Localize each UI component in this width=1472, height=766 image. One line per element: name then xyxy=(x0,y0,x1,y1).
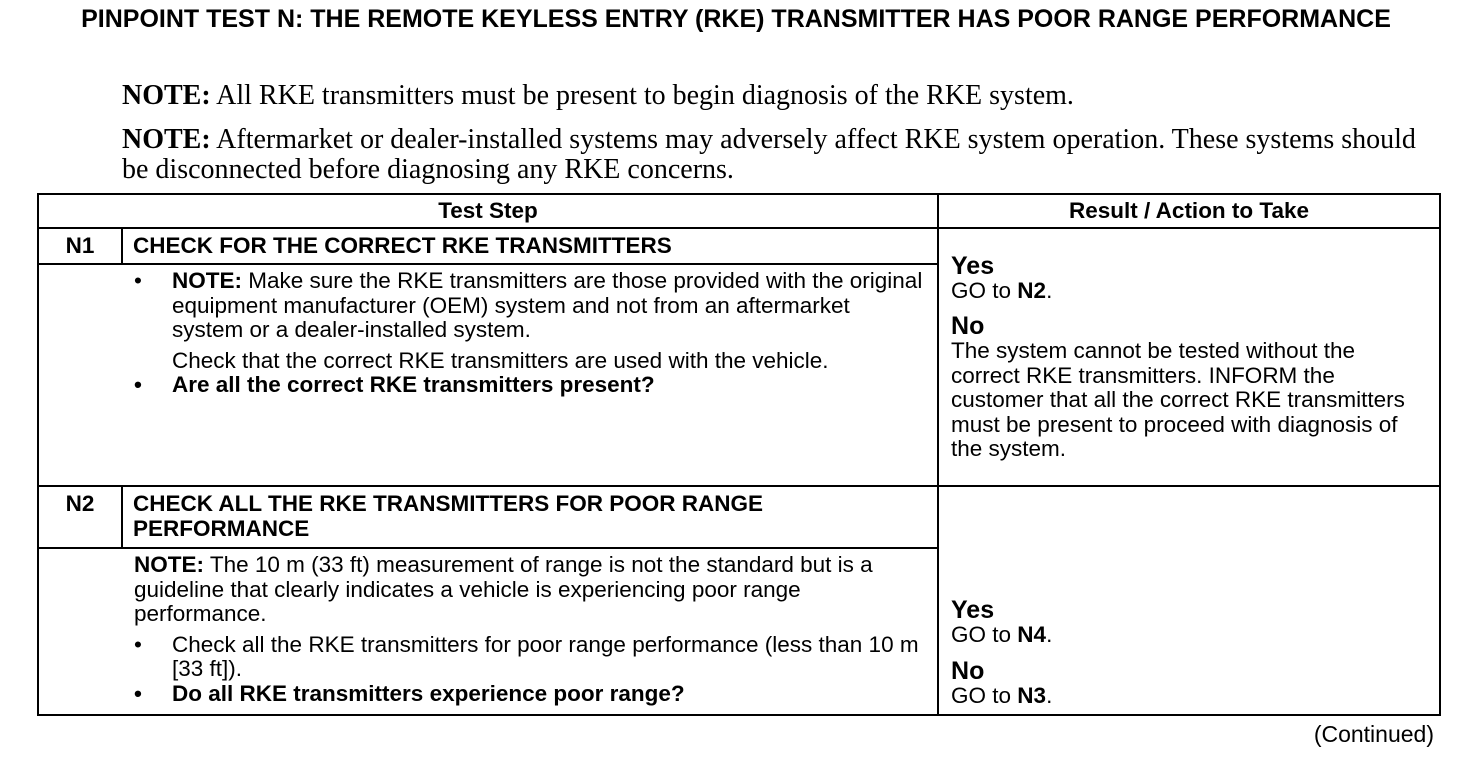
yes-label: Yes xyxy=(951,596,995,624)
list-item: • Check all the RKE transmitters for poor range performance (less than 10 m [33 ft]). xyxy=(134,633,923,682)
step-title-row xyxy=(38,486,1440,548)
note-text: Aftermarket or dealer-installed systems may adversely affect RKE system operation. These systems should be disconnected before diagnosing any RKE concerns. xyxy=(122,124,1416,185)
yes-label: Yes xyxy=(951,251,995,280)
continued-label: (Continued) xyxy=(1313,721,1434,747)
no-action: GO to N3. xyxy=(951,682,1053,708)
step-title: CHECK FOR THE CORRECT RKE TRANSMITTERS xyxy=(122,228,938,264)
page-title: PINPOINT TEST N: THE REMOTE KEYLESS ENTRY (RKE) TRANSMITTER HAS POOR RANGE PERFORMANCE xyxy=(81,5,1391,33)
result-cell xyxy=(938,486,1440,715)
no-label: No xyxy=(951,312,985,340)
yes-action: GO to N4. xyxy=(951,622,1053,647)
blank-cell xyxy=(38,548,122,715)
no-label: No xyxy=(951,656,985,685)
step-reference: N3 xyxy=(1017,682,1047,708)
note-text: All RKE transmitters must be present to begin diagnosis of the RKE system. xyxy=(210,80,1074,111)
step-title-row xyxy=(38,228,1440,264)
list-item: • NOTE: Make sure the RKE transmitters are those provided with the original equipment manufacturer (OEM) system and not from an aftermarket system or a dealer-installed system. xyxy=(134,269,923,343)
header-result-action: Result / Action to Take xyxy=(938,194,1440,228)
note-aftermarket-systems xyxy=(122,125,1422,185)
blank-cell xyxy=(38,264,122,486)
pinpoint-test-table xyxy=(37,193,1441,716)
step-instruction: Check that the correct RKE transmitters are used with the vehicle. xyxy=(172,347,829,373)
step-reference: N4 xyxy=(1017,622,1047,647)
note-label: NOTE: xyxy=(122,124,211,155)
no-action: The system cannot be tested without the correct RKE transmitters. INFORM the customer that all the correct RKE transmitters must be present to proceed with diagnosis of the system. xyxy=(951,338,1405,461)
step-note: NOTE: The 10 m (33 ft) measurement of range is not the standard but is a guideline that clearly indicates a vehicle is experiencing poor range performance. xyxy=(134,552,873,626)
yes-action: GO to N2. xyxy=(951,277,1053,303)
list-item: • Are all the correct RKE transmitters present? xyxy=(134,373,923,398)
list-item: • Do all RKE transmitters experience poor range? xyxy=(134,682,923,707)
note-label: NOTE: xyxy=(122,80,211,111)
step-body xyxy=(122,264,938,486)
step-body xyxy=(122,548,938,715)
step-id: N2 xyxy=(38,486,122,548)
step-id: N1 xyxy=(38,228,122,264)
table-header-row xyxy=(38,194,1440,228)
note-transmitters-present xyxy=(122,81,1422,111)
step-title: CHECK ALL THE RKE TRANSMITTERS FOR POOR RANGE PERFORMANCE xyxy=(122,486,938,548)
result-cell xyxy=(938,228,1440,486)
header-test-step: Test Step xyxy=(38,194,938,228)
step-reference: N2 xyxy=(1017,277,1047,303)
